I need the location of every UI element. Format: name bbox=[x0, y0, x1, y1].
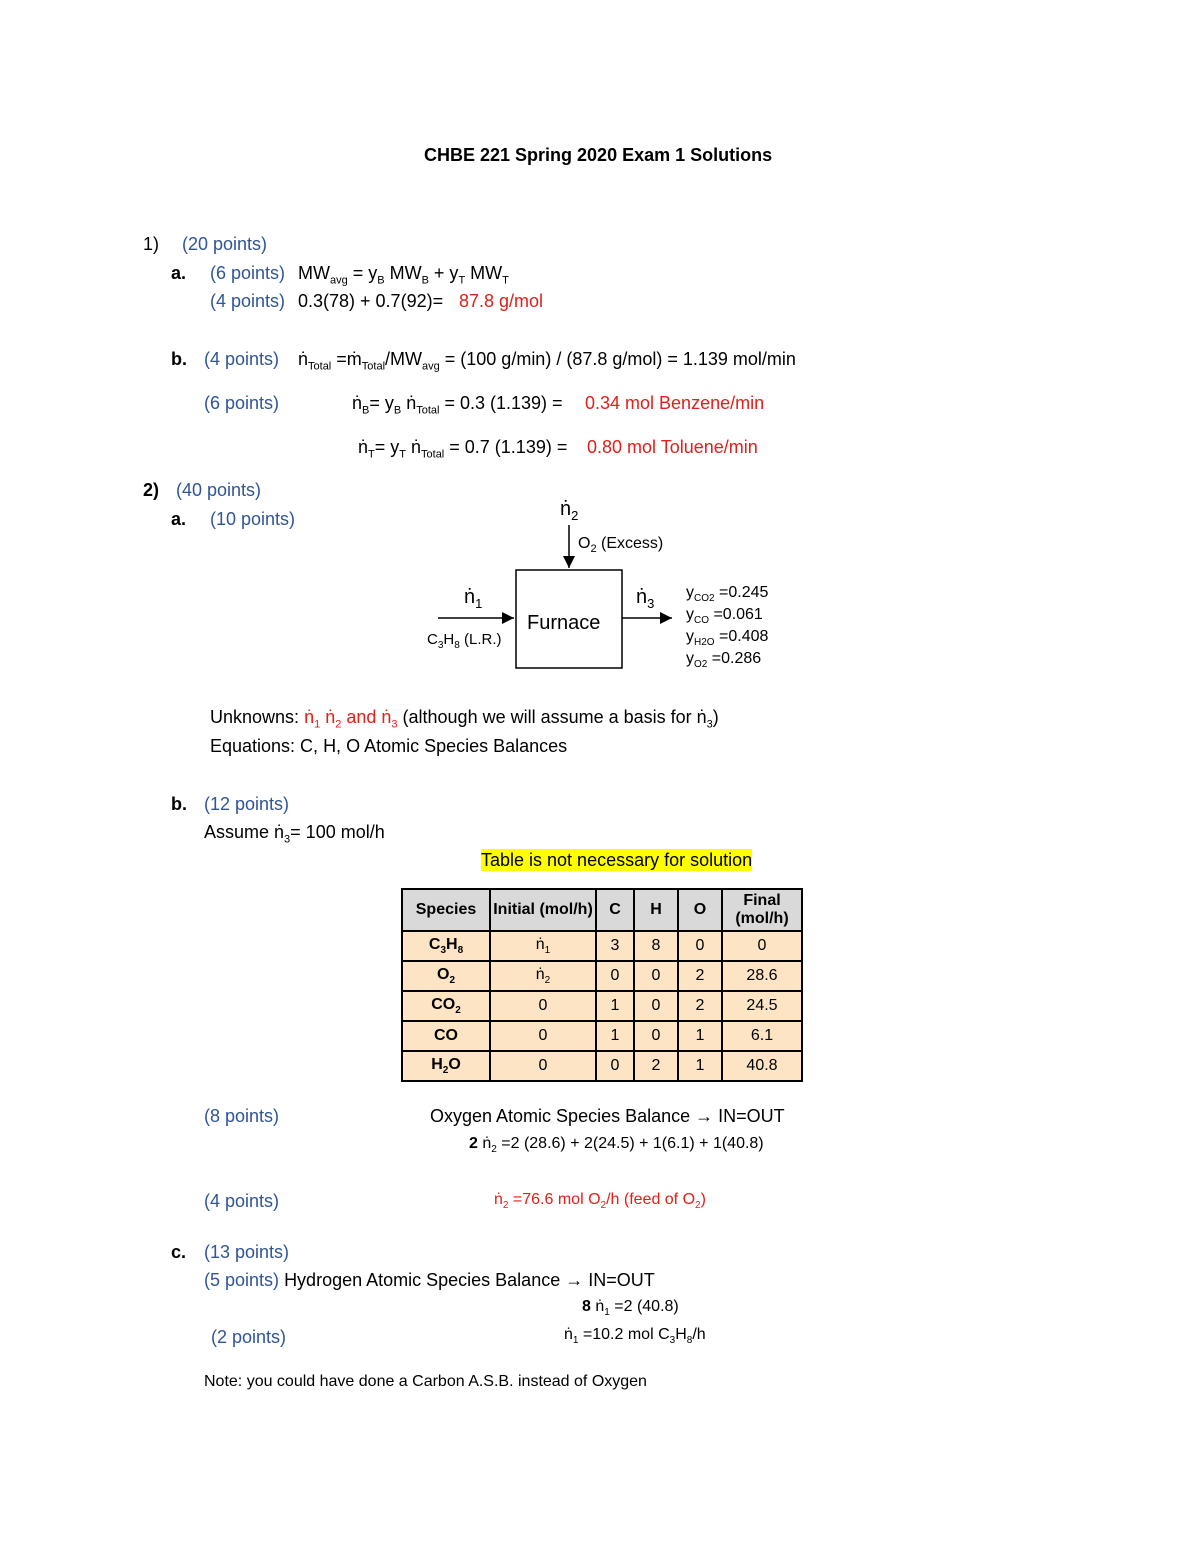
h-cell: 0 bbox=[634, 1021, 678, 1051]
y-o2-label: $y_{O2} =0.286$ bbox=[686, 650, 762, 671]
c-cell: 0 bbox=[596, 961, 634, 991]
species-cell: $CO_2$ bbox=[402, 991, 490, 1021]
table-row bbox=[402, 1051, 802, 1081]
q1b2-answer: 0.34 mol Benzene/min bbox=[585, 393, 765, 413]
q1a2-answer: 87.8 g/mol bbox=[459, 291, 544, 311]
q2b4-points: (4 points) bbox=[204, 1191, 280, 1211]
q2c-points: (13 points) bbox=[204, 1242, 290, 1262]
stream-n3-label: ṅ$_3$ bbox=[636, 586, 655, 611]
y-co2-label: $y_{CO2} =0.245$ bbox=[686, 584, 769, 605]
species-cell: $C_3H_8$ bbox=[402, 931, 490, 961]
q1a-label: a. bbox=[171, 263, 187, 283]
q2-number: 2) bbox=[143, 480, 160, 500]
q2a-points: (10 points) bbox=[210, 509, 296, 529]
c-cell: 3 bbox=[596, 931, 634, 961]
q2b-points: (12 points) bbox=[204, 794, 290, 814]
stream-n1-label: ṅ$_1$ bbox=[464, 586, 483, 611]
right-arrow-icon: → bbox=[695, 1106, 714, 1126]
q1b2-equation: ṅ$_B$= $y_B$ ṅ$_{Total}$ = 0.3 (1.139) = bbox=[352, 393, 563, 417]
hydrogen-balance-equation: 8 ṅ$_1$ =2 (40.8) bbox=[582, 1298, 679, 1319]
q1a-points: (6 points) bbox=[210, 263, 286, 283]
o2-excess-label: $O_2$ (Excess) bbox=[578, 535, 664, 556]
n1-answer: ṅ$_1$ =10.2 mol $C_3H_8/h$ bbox=[564, 1326, 706, 1347]
final-cell: 6.1 bbox=[722, 1021, 802, 1051]
table-row bbox=[402, 961, 802, 991]
initial-cell: 0 bbox=[490, 991, 596, 1021]
q1a2-equation: 0.3(78) + 0.7(92)= bbox=[298, 291, 444, 311]
q2-points: (40 points) bbox=[176, 480, 262, 500]
h-cell: 8 bbox=[634, 931, 678, 961]
initial-cell: ṅ$_2$ bbox=[490, 961, 596, 991]
o-cell: 2 bbox=[678, 961, 722, 991]
final-cell: 40.8 bbox=[722, 1051, 802, 1081]
table-header-h: H bbox=[634, 889, 678, 931]
h-cell: 0 bbox=[634, 961, 678, 991]
table-header-final: Final (mol/h) bbox=[722, 889, 802, 931]
c-cell: 0 bbox=[596, 1051, 634, 1081]
o-cell: 2 bbox=[678, 991, 722, 1021]
table-note-highlight: Table is not necessary for solution bbox=[481, 850, 753, 870]
table-header-initial: Initial (mol/h) bbox=[490, 889, 596, 931]
species-cell: $O_2$ bbox=[402, 961, 490, 991]
right-arrow-icon: → bbox=[565, 1270, 584, 1290]
q1a-equation: $MW_{avg} = y_B$ $MW_B + y_T$ $MW_T$ bbox=[298, 263, 509, 287]
furnace-label: Furnace bbox=[527, 612, 601, 634]
q1b-label: b. bbox=[171, 349, 187, 369]
q1b3-answer: 0.80 mol Toluene/min bbox=[587, 437, 758, 457]
species-cell: $H_2O$ bbox=[402, 1051, 490, 1081]
equations-line: Equations: C, H, O Atomic Species Balances bbox=[210, 736, 568, 756]
table-header-o: O bbox=[678, 889, 722, 931]
oxygen-balance-heading: Oxygen Atomic Species Balance → IN=OUT bbox=[430, 1106, 785, 1126]
stream-n2-label: ṅ$_2$ bbox=[560, 498, 579, 523]
q2b-label: b. bbox=[171, 794, 187, 814]
y-h2o-label: $y_{H2O} =0.408$ bbox=[686, 628, 769, 649]
initial-cell: 0 bbox=[490, 1051, 596, 1081]
species-cell: CO bbox=[402, 1021, 490, 1051]
unknowns-line: Unknowns: ṅ$_1$ ṅ$_2$ and ṅ$_3$ (although we will assume a basis for ṅ$_3$) bbox=[210, 707, 719, 731]
q1b2-points: (6 points) bbox=[204, 393, 280, 413]
c-cell: 1 bbox=[596, 1021, 634, 1051]
q2c-label: c. bbox=[171, 1242, 187, 1262]
page-title: CHBE 221 Spring 2020 Exam 1 Solutions bbox=[424, 145, 773, 165]
o-cell: 1 bbox=[678, 1051, 722, 1081]
closing-note: Note: you could have done a Carbon A.S.B. instead of Oxygen bbox=[204, 1373, 647, 1390]
o-cell: 0 bbox=[678, 931, 722, 961]
q1-points: (20 points) bbox=[182, 234, 268, 254]
table-header-c: C bbox=[596, 889, 634, 931]
q2c2-points: (2 points) bbox=[211, 1327, 287, 1347]
y-co-label: $y_{CO} =0.061$ bbox=[686, 606, 763, 627]
q1a2-points: (4 points) bbox=[210, 291, 286, 311]
q1-number: 1) bbox=[143, 234, 160, 254]
n2-answer: ṅ$_2$ =76.6 mol $O_2/h$ (feed of $O_2$) bbox=[494, 1191, 706, 1212]
species-table bbox=[401, 888, 803, 1082]
table-row bbox=[402, 991, 802, 1021]
hydrogen-balance-heading: (5 points) Hydrogen Atomic Species Balance → IN=OUT bbox=[204, 1270, 655, 1290]
h-cell: 2 bbox=[634, 1051, 678, 1081]
feed-label: $C_3H_8$ (L.R.) bbox=[427, 631, 502, 651]
q2a-label: a. bbox=[171, 509, 187, 529]
initial-cell: 0 bbox=[490, 1021, 596, 1051]
oxygen-balance-equation: 2 ṅ$_2$ =2 (28.6) + 2(24.5) + 1(6.1) + 1(40.8) bbox=[469, 1135, 764, 1156]
q2b8-points: (8 points) bbox=[204, 1106, 280, 1126]
h-cell: 0 bbox=[634, 991, 678, 1021]
final-cell: 24.5 bbox=[722, 991, 802, 1021]
o-cell: 1 bbox=[678, 1021, 722, 1051]
table-row bbox=[402, 931, 802, 961]
q1b3-equation: ṅ$_T$= $y_T$ ṅ$_{Total}$ = 0.7 (1.139) = bbox=[358, 437, 568, 461]
q1b-points: (4 points) bbox=[204, 349, 280, 369]
basis-assumption: Assume ṅ$_3$= 100 mol/h bbox=[204, 822, 385, 846]
table-row bbox=[402, 1021, 802, 1051]
initial-cell: ṅ$_1$ bbox=[490, 931, 596, 961]
q1b-equation: ṅ$_{Total}$ $=ṁ_{Total}/MW_{avg} = (100$ g/min) / (87.8 g/mol) = 1.139 mol/min bbox=[298, 349, 796, 373]
final-cell: 28.6 bbox=[722, 961, 802, 991]
table-header-species: Species bbox=[402, 889, 490, 931]
c-cell: 1 bbox=[596, 991, 634, 1021]
final-cell: 0 bbox=[722, 931, 802, 961]
